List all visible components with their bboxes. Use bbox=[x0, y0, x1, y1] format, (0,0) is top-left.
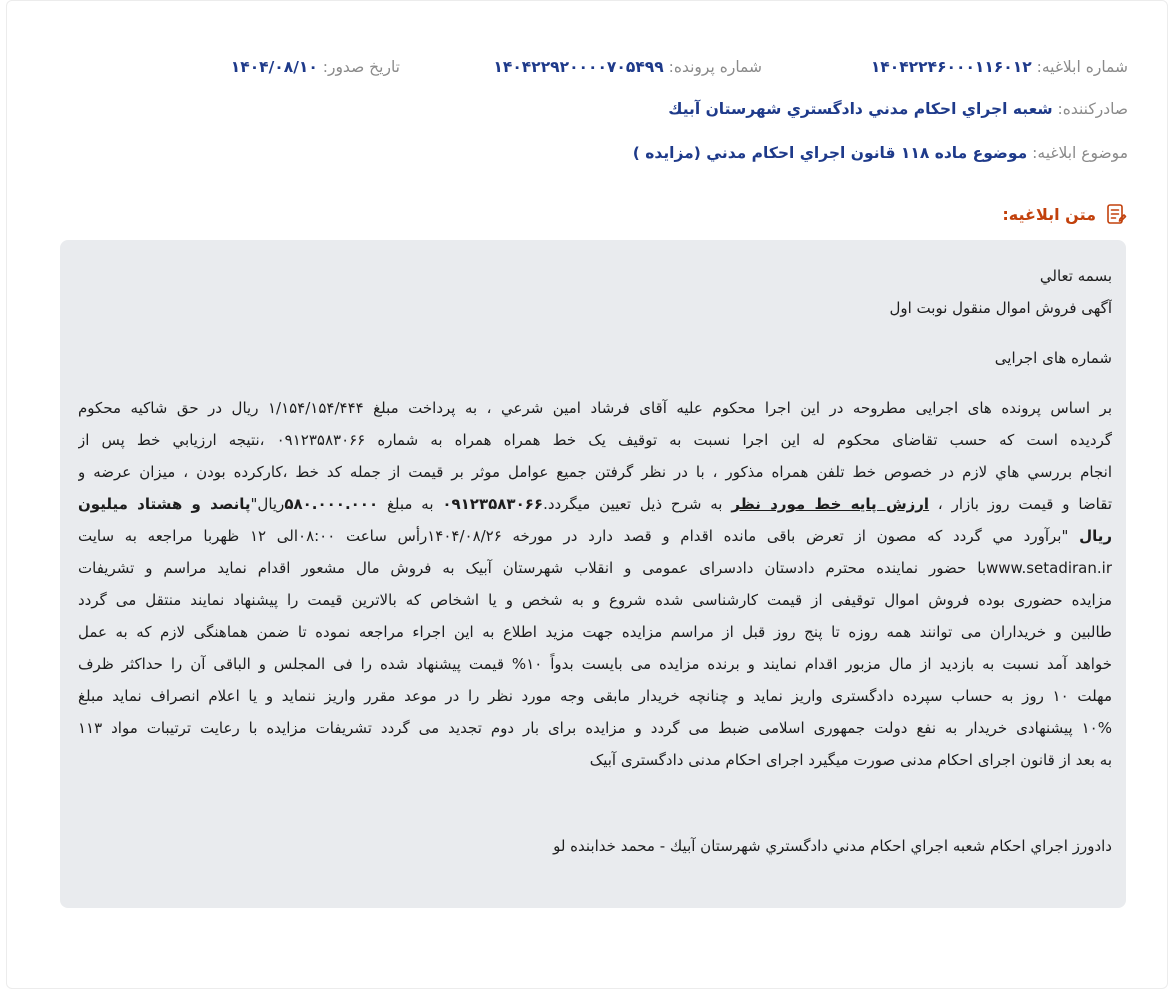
amount-words: پانصد و هشتاد میلیون bbox=[78, 495, 251, 513]
paragraph-line-2: گردیده است که حسب تقاضای محکوم له این اجرا نسبت به توقيف يک خط همراه همراه به شماره ۰۹۱۲۳۵۸۳۰۶۶ ،نتيجه ارزيابي خط پس از bbox=[78, 431, 1112, 449]
notice-number bbox=[871, 58, 1128, 76]
issue-date bbox=[231, 58, 400, 76]
paragraph-line-9: خواهد آمد نسبت به بازدید از مال مزبور اقدام نمایند و برنده مزایده می بایست بدواً ۱۰% قیمت پیشنهاد شده را فی المجلس و الباقی آن را حداکثر ظرف bbox=[78, 655, 1112, 673]
greeting: بسمه تعالي bbox=[1039, 267, 1112, 285]
subject-value: موضوع ماده ۱۱۸ قانون اجراي احكام مدني (مزايده ) bbox=[632, 144, 1028, 162]
line5-part-b: "برآورد مي گردد که مصون از تعرض باقی مانده اقدام و قصد دارد در مورخه ۱۴۰۴/۰۸/۲۶رأس ساعت ۰۸:۰۰الی ۱۲ ظهربا مراجعه به سایت bbox=[78, 527, 1080, 545]
issue-date-value: ۱۴۰۴/۰۸/۱۰ bbox=[230, 58, 318, 76]
base-value-label: ارزش پایه خط مورد نظر bbox=[731, 495, 930, 513]
paragraph-line-8: طالبین و خریداران می توانند همه روزه تا پنج روز قبل از مراسم مزایده جهت مزید اطلاع به این اجراء مراجعه نموده تا ضمن هماهنگی لازم که به عمل bbox=[78, 623, 1112, 641]
case-number bbox=[493, 58, 762, 76]
line4-part-e: به مبلغ bbox=[378, 495, 443, 513]
phone-number: ۰۹۱۲۳۵۸۳۰۶۶ bbox=[442, 495, 544, 513]
issuer bbox=[668, 100, 1128, 118]
line4-part-c: به شرح ذیل تعیین میگردد. bbox=[543, 495, 732, 513]
case-numbers-label: شماره های اجرایی bbox=[994, 349, 1112, 367]
paragraph-line-4 bbox=[78, 488, 1112, 520]
issue-date-label: تاریخ صدور: bbox=[322, 58, 400, 76]
base-amount: ۵۸۰.۰۰۰.۰۰۰ bbox=[284, 495, 379, 513]
notice-number-label: شماره ابلاغیه: bbox=[1036, 58, 1128, 76]
subject bbox=[633, 144, 1128, 162]
signature: دادورز اجراي احكام شعبه اجراي احكام مدني دادگستري شهرستان آبيك - محمد خدابنده لو bbox=[553, 837, 1112, 855]
paragraph-line-11: ۱۰% پیشنهادی خریدار به نفع دولت جمهوری اسلامی ضبط می گردد و مزایده برای بار دوم تجدید می گردد تشریفات مزایده با رعایت ترتیبات مواد ۱۱۳ bbox=[78, 719, 1112, 737]
header-meta-row bbox=[40, 58, 1128, 82]
paragraph-line-10: مهلت ۱۰ روز به حساب سپرده دادگستری واریز نماید و چنانچه خریدار مابقی وجه مورد نظر را در موعد مقرر واریز ننماید و یا اعلام انصراف نماید مبلغ bbox=[78, 687, 1112, 705]
subject-label: موضوع ابلاغیه: bbox=[1032, 144, 1128, 162]
paragraph-line-12: به بعد از قانون اجرای احکام مدنی صورت میگیرد اجرای احکام مدنی دادگستری آبیک bbox=[589, 751, 1112, 769]
document-icon bbox=[1104, 202, 1128, 226]
paragraph-line-7: مزایده حضوری بوده فروش اموال توقیفی از قیمت کارشناسی شده شروع و به شخص و یا اشخاص که بالاترین قیمت را پیشنهاد نمایند منتقل می گردد bbox=[78, 591, 1112, 609]
paragraph-line-6: www.setadiran.irبا حضور نماینده محترم دادستان دادسرای عمومی و انقلاب شهرستان آبیک به فروش مال مشعور اقدام نماید مراسم و تشریفات bbox=[78, 559, 1112, 577]
section-title-text: متن ابلاغیه: bbox=[1002, 204, 1096, 224]
notice-number-value: ۱۴۰۴۲۲۴۶۰۰۰۱۱۶۰۱۲ bbox=[870, 58, 1032, 76]
amount-words-unit: ريال bbox=[1079, 527, 1112, 545]
issuer-value: شعبه اجراي احكام مدني دادگستري شهرستان آبيك bbox=[668, 100, 1053, 118]
section-title bbox=[1002, 202, 1128, 226]
case-number-value: ۱۴۰۴۲۲۹۲۰۰۰۰۷۰۵۴۹۹ bbox=[493, 58, 664, 76]
paragraph-line-5 bbox=[78, 520, 1112, 552]
paragraph-line-1: بر اساس پرونده های اجرایی مطروحه در این اجرا محکوم علیه آقای فرشاد امین شرعي ، به پرداخت مبلغ ۱/۱۵۴/۱۵۴/۴۴۴ ريال در حق شاکیه محکوم bbox=[78, 399, 1112, 417]
notice-body-box bbox=[60, 240, 1126, 908]
line4-part-a: تقاضا و قيمت روز بازار ، bbox=[929, 495, 1112, 513]
case-number-label: شماره پرونده: bbox=[668, 58, 762, 76]
paragraph-line-3: انجام بررسي هاي لازم در خصوص خط تلفن همراه مذکور ، با در نظر گرفتن جميع عوامل موثر بر قيمت از جمله کد خط ،کارکرده بودن ، ميزان عرضه و bbox=[78, 463, 1112, 481]
line4-part-g: ريال" bbox=[250, 495, 285, 513]
notice-heading: آگهی فروش اموال منقول نوبت اول bbox=[889, 299, 1112, 317]
issuer-label: صادرکننده: bbox=[1057, 100, 1128, 118]
